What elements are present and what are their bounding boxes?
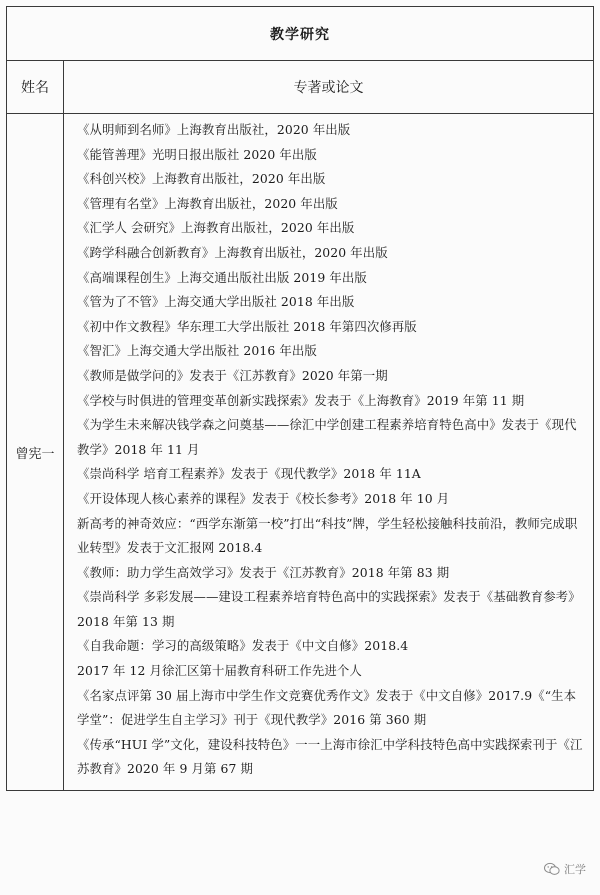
list-item: 《开设体现人核心素养的课程》发表于《校长参考》2018 年 10 月 bbox=[77, 490, 450, 506]
list-item: 《科创兴校》上海教育出版社，2020 年出版 bbox=[77, 171, 326, 187]
list-item: 2017 年 12 月徐汇区第十届教育科研工作先进个人 bbox=[77, 663, 362, 679]
list-item: 《为学生未来解决钱学森之问奠基——徐汇中学创建工程素养培育特色高中》发表于《现代教学》2018 年 11 月 bbox=[77, 417, 577, 457]
list-item: 《高端课程创生》上海交通出版社出版 2019 年出版 bbox=[77, 269, 367, 285]
list-item: 《初中作文教程》华东理工大学出版社 2018 年第四次修再版 bbox=[77, 318, 417, 334]
section-title: 教学研究 bbox=[7, 7, 594, 61]
list-item: 《管为了不管》上海交通大学出版社 2018 年出版 bbox=[77, 294, 355, 310]
watermark-text: 汇学 bbox=[564, 863, 586, 876]
header-row bbox=[7, 61, 594, 114]
list-item: 《名家点评第 30 届上海市中学生作文竞赛优秀作文》发表于《中文自修》2017.9《“生本学堂”：促进学生自主学习》刊于《现代教学》2016 第 360 期 bbox=[77, 687, 577, 728]
watermark bbox=[544, 861, 586, 877]
list-item: 《智汇》上海交通大学出版社 2016 年出版 bbox=[77, 343, 317, 359]
research-table bbox=[6, 6, 594, 791]
list-item: 《能管善理》光明日报出版社 2020 年出版 bbox=[77, 146, 317, 162]
works-cell bbox=[64, 114, 594, 791]
list-item: 《崇尚科学 多彩发展——建设工程素养培育特色高中的实践探索》发表于《基础教育参考》2018 年第 13 期 bbox=[77, 589, 581, 629]
works-list bbox=[77, 118, 587, 782]
works-header: 专著或论文 bbox=[64, 61, 594, 114]
name-header: 姓名 bbox=[7, 61, 64, 114]
title-row bbox=[7, 7, 594, 61]
list-item: 《教师：助力学生高效学习》发表于《江苏教育》2018 年第 83 期 bbox=[77, 564, 450, 580]
list-item: 《教师是做学问的》发表于《江苏教育》2020 年第一期 bbox=[77, 367, 388, 383]
list-item: 《自我命题：学习的高级策略》发表于《中文自修》2018.4 bbox=[77, 638, 409, 654]
list-item: 《崇尚科学 培育工程素养》发表于《现代教学》2018 年 11A bbox=[77, 466, 421, 482]
person-name: 曾宪一 bbox=[7, 114, 64, 791]
list-item: 《汇学人 会研究》上海教育出版社，2020 年出版 bbox=[77, 220, 355, 236]
list-item: 新高考的神奇效应：“西学东渐第一校”打出“科技”牌，学生轻松接触科技前沿，教师完成职业转型》发表于文汇报网 2018.4 bbox=[77, 515, 578, 556]
list-item: 《管理有名堂》上海教育出版社，2020 年出版 bbox=[77, 195, 338, 211]
list-item: 《传承“HUI 学”文化，建设科技特色》一一上海市徐汇中学科技特色高中实践探索刊于《江苏教育》2020 年 9 月第 67 期 bbox=[77, 736, 583, 777]
table-row bbox=[7, 114, 594, 791]
list-item: 《从明师到名师》上海教育出版社，2020 年出版 bbox=[77, 122, 351, 137]
wechat-icon bbox=[544, 862, 560, 876]
list-item: 《跨学科融合创新教育》上海教育出版社，2020 年出版 bbox=[77, 244, 388, 260]
list-item: 《学校与时俱进的管理变革创新实践探索》发表于《上海教育》2019 年第 11 期 bbox=[77, 392, 525, 408]
